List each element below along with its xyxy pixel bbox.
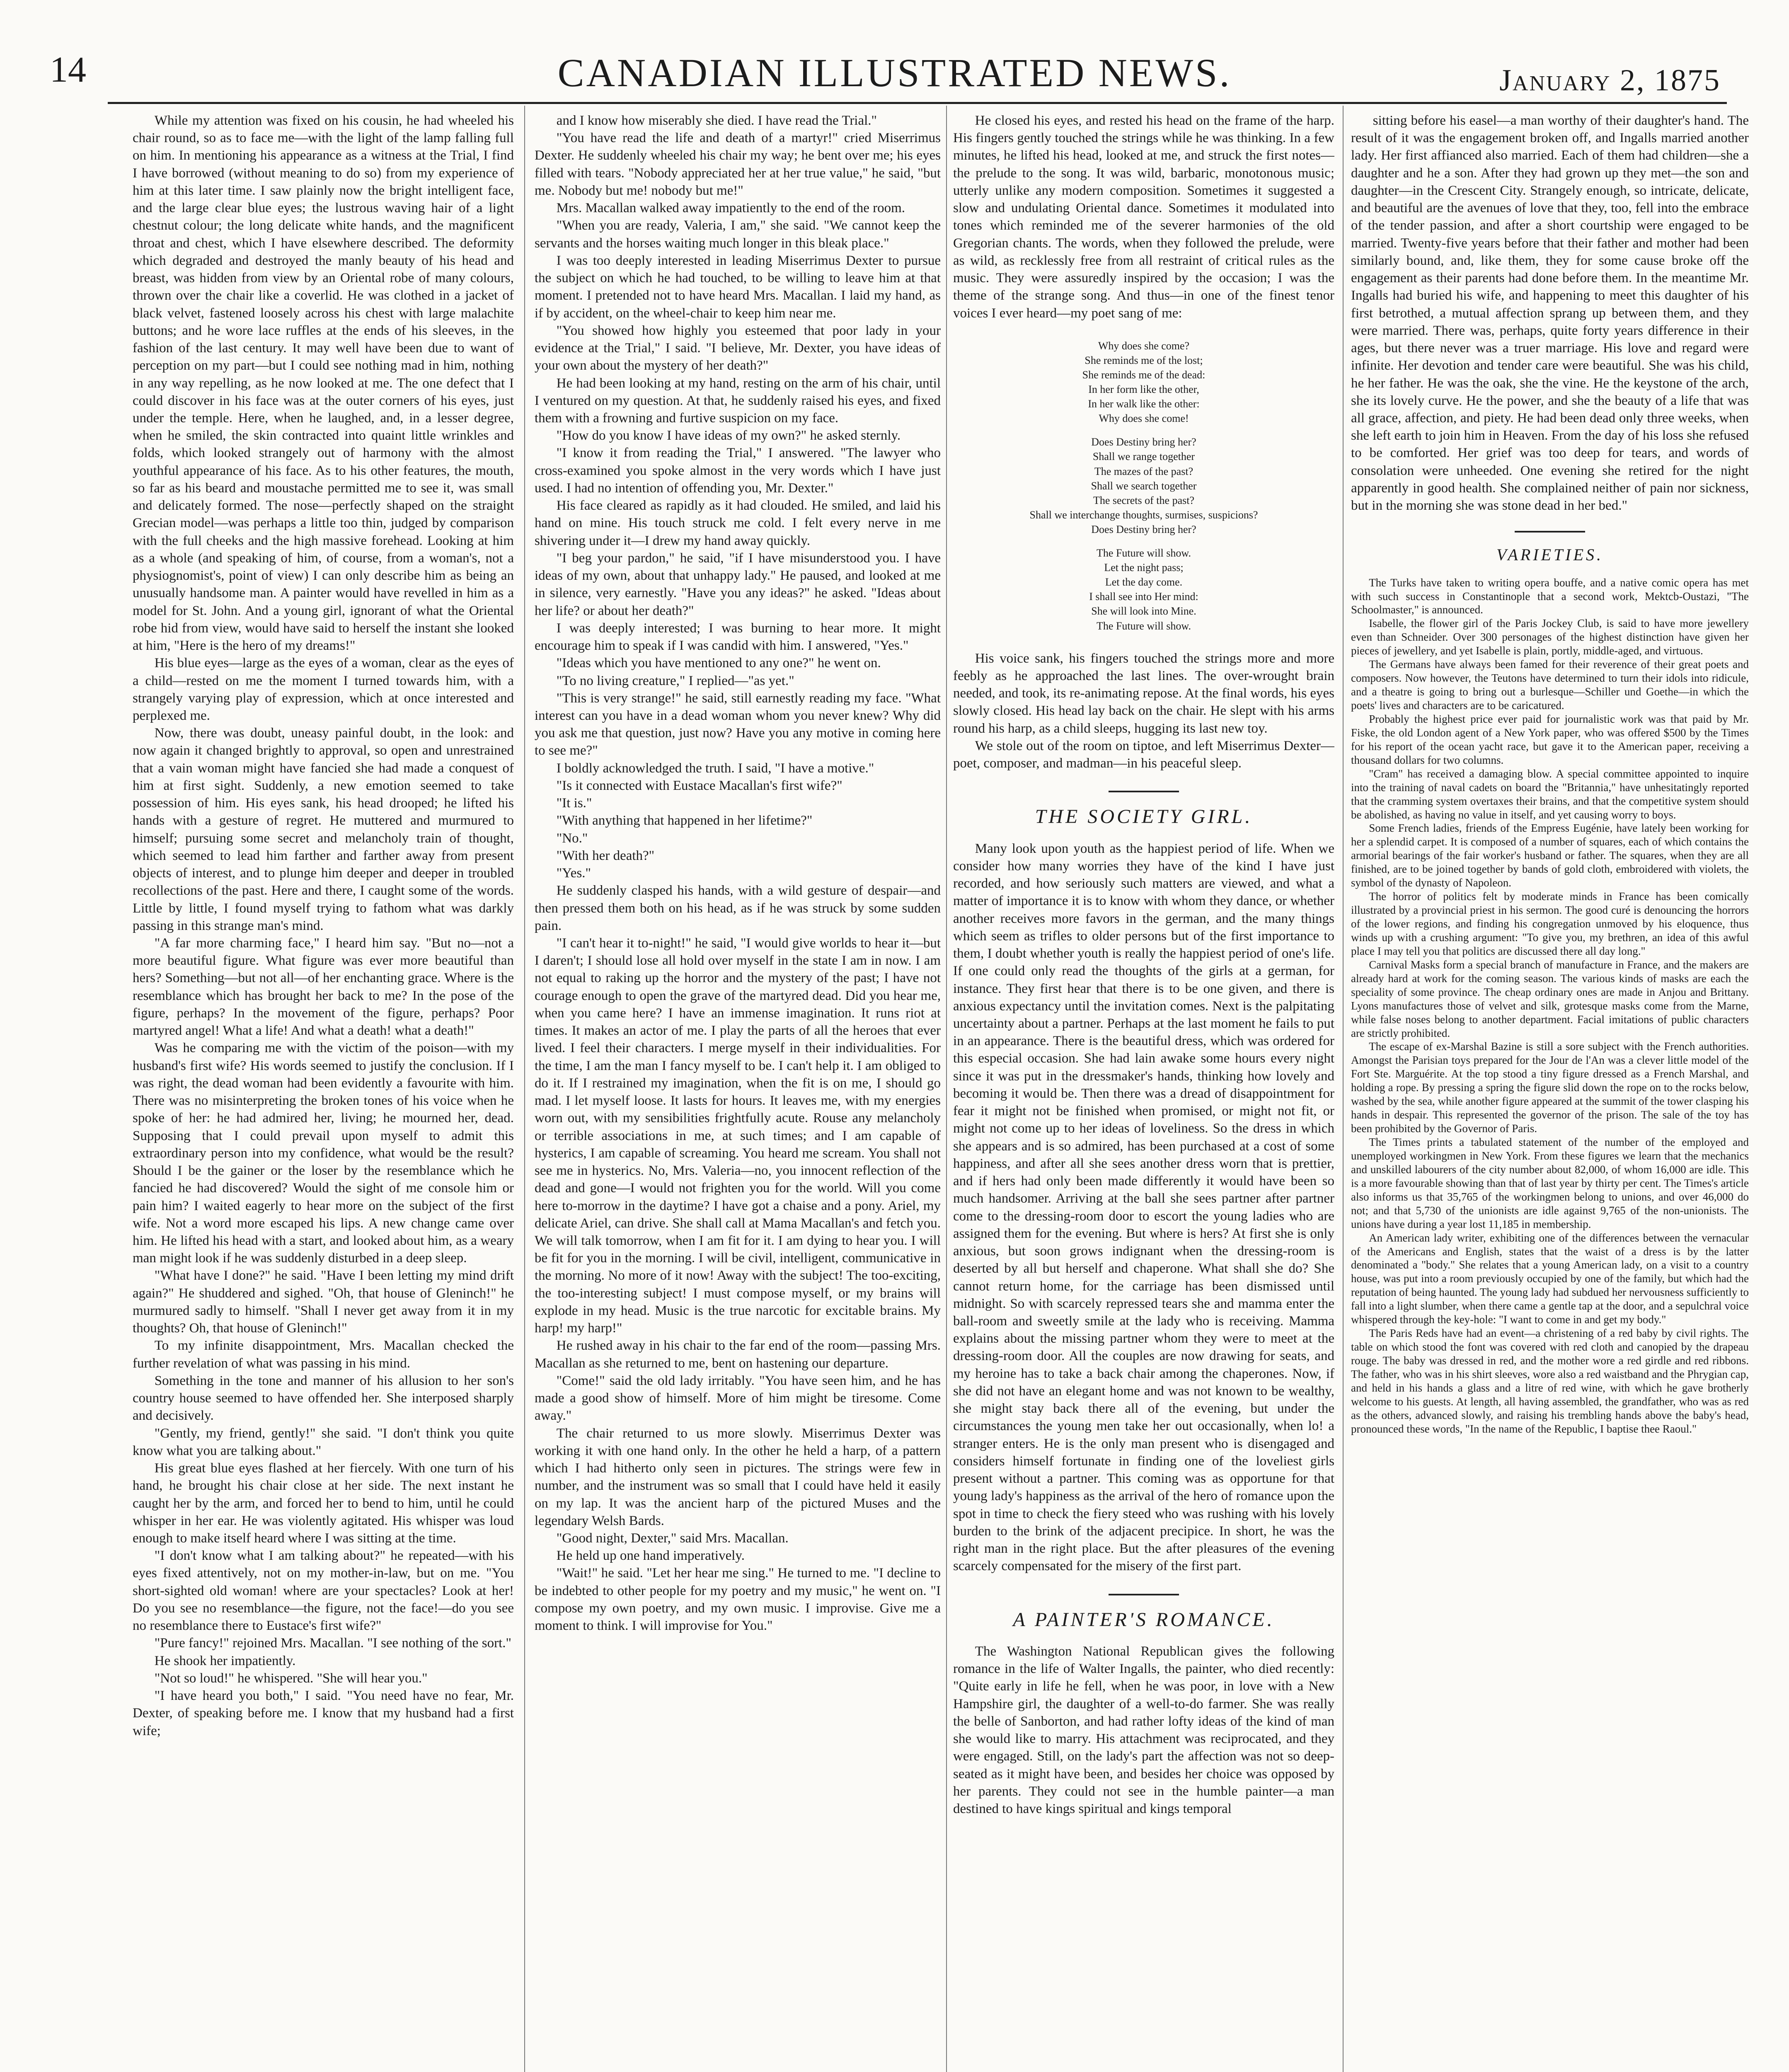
poem-line: I shall see into Her mind: (1089, 591, 1198, 603)
paragraph: He rushed away in his chair to the far end of the room—passing Mrs. Macallan as she returned to me, bent on hastening our departure. (535, 1338, 941, 1371)
varieties-items (1351, 576, 1749, 1436)
poem-line: In her form like the other, (1088, 383, 1199, 396)
poem-line: The mazes of the past? (1094, 465, 1193, 477)
paragraph: I boldly acknowledged the truth. I said, "I have a motive." (556, 760, 874, 776)
paragraph: I was deeply interested; I was burning to hear more. It might encourage him to speak if I was candid with him. I answered, "Yes." (535, 620, 941, 654)
paragraph: "It is." (556, 796, 592, 811)
paragraph: "When you are ready, Valeria, I am," she said. "We cannot keep the servants and the horses waiting much longer in this bleak place." (535, 218, 941, 251)
paragraph: "I know it from reading the Trial," I answered. "The lawyer who cross-examined you spoke almost in the very words which I have just used. I had no intention of offending you, Mr. Dexter." (535, 445, 941, 496)
paragraph: "How do you know I have ideas of my own?" he asked sternly. (556, 428, 901, 443)
paragraph: Now, there was doubt, uneasy painful doubt, in the look: and now again it changed brightly to approval, so open and unrestrained that a vain woman might have fancied she had made a conquest of him at first sight. Suddenly, a new emotion seemed to take possession of him. His eyes sank, his head drooped; he lifted his hands with a gesture of regret. He muttered and murmured to himself; pursuing some secret and melancholy train of thought, which seemed to lead him farther and farther away from present objects of interest, and to plunge him deeper and deeper in troubled recollections of the past. Here and there, I caught some of the words. Little by little, I found myself trying to fathom what was darkly passing in this strange man's mind. (133, 726, 514, 933)
paragraph: Isabelle, the flower girl of the Paris Jockey Club, is said to have more jewellery even than Schneider. Over 300 personages of the highest distinction have given her pieces of jewellery, and yet Isabelle is plain, portly, middle-aged, and virtuous. (1351, 617, 1749, 657)
paragraph: "Pure fancy!" rejoined Mrs. Macallan. "I see nothing of the sort." (154, 1636, 512, 1651)
paragraph: "No." (556, 830, 588, 846)
paragraph: The Washington National Republican gives the following romance in the life of Walter Ingalls, the painter, who died recently: "Quite early in life he fell, when he was poor, in love with a New Hampshire girl, the daughter of a well-to-do farmer. She was really the belle of Sanborton, and had rather lofty ideas of the kind of man she would like to marry. His attachment was reciprocated, and they were engaged. Still, on the lady's part the affection was not so deep-seated as it might have been, and besides her choice was opposed by her parents. They could not see in the humble painter—a man destined to have kings spiritual and kings temporal (953, 1644, 1334, 1817)
paragraph: To my infinite disappointment, Mrs. Macallan checked the further revelation of what was passing in his mind. (133, 1338, 514, 1371)
paragraph: "Gently, my friend, gently!" she said. "I don't think you quite know what you are talking about." (133, 1426, 514, 1458)
paragraph: "You showed how highly you esteemed that poor lady in your evidence at the Trial," I said. "I believe, Mr. Dexter, you have ideas of your own about the mystery of her death?" (535, 323, 941, 373)
paragraph: sitting before his easel—a man worthy of their daughter's hand. The result of it was the engagement broken off, and Ingalls married another lady. Her first affianced also married. Each of them had children—she a daughter and he a son. After they had grown up they met—the son and daughter—in the Crescent City. Strangely enough, so intricate, delicate, and beautiful are the avenues of love that they, too, fell into the embrace of the tender passion, and after a short courtship were engaged to be married. Twenty-five years before that their father and mother had been similarly bound, and, like them, they for some cause broke off the engagement as their parents had done before them. In the meantime Mr. Ingalls had buried his wife, and happening to meet this daughter of his first betrothed, a mutual affection sprang up between them, and they were married. There was, perhaps, quite forty years difference in their ages, but there never was a truer marriage. His love and regard were infinite. Her devotion and tender care were beautiful. She was his child, he her father. He was the oak, she the vine. He the keystone of the arch, she its lovely curve. He the power, and she the beauty of a life that was all grace, affection, and piety. He had been dead only three weeks, when she left earth to join him in Heaven. From the day of his loss she refused to be comforted. Her grief was too deep for tears, and words of consolation were unheeded. One evening she retired for the night apparently in good health. She complained neither of pain nor sickness, but in the morning she was stone dead in her bed." (1351, 113, 1749, 513)
paragraph: The Times prints a tabulated statement of the number of the employed and unemployed workingmen in New York. From these figures we learn that the mechanics and unskilled labourers of the city number about 82,000, of whom 16,000 are idle. This is a more favourable showing than that of last year by thirty per cent. The Times's article also informs us that 35,765 of the workingmen belong to unions, and over 46,000 do not; and that 5,730 of the unionists are idle against 9,765 of the non-unionists. The unions have during a year lost 11,185 in membership. (1351, 1136, 1749, 1230)
poem-line: She reminds me of the lost; (1085, 354, 1203, 366)
paragraph: "Good night, Dexter," said Mrs. Macallan. (556, 1530, 789, 1546)
poem-line: The secrets of the past? (1093, 494, 1194, 506)
song-poem (953, 339, 1334, 633)
poem-line: She will look into Mine. (1091, 605, 1196, 617)
paragraph: Was he comparing me with the victim of the poison—with my husband's first wife? His words seemed to justify the conclusion. If I was right, the dead woman had been evidently a favourite with him. There was no misinterpreting the broken tones of his voice when he spoke of her: he had admired her, living; he mourned her, dead. Supposing that I could prevail upon myself to admit this extraordinary person into my confidence, what would be the result? Should I be the gainer or the loser by the resemblance which he fancied he had discovered? Would the sight of me console him or pain him? I waited eagerly to hear more on the subject of the first wife. Not a word more escaped his lips. A new change came over him. He lifted his head with a start, and looked about him, as a weary man might look if he was suddenly disturbed in a deep sleep. (133, 1041, 514, 1266)
paragraph: "To no living creature," I replied—"as yet." (556, 673, 794, 688)
paragraph: His blue eyes—large as the eyes of a woman, clear as the eyes of a child—rested on me the moment I turned towards him, with a strangely varying play of expression, which at once interested and perplexed me. (133, 656, 514, 723)
paragraph: His face cleared as rapidly as it had clouded. He smiled, and laid his hand on mine. His touch struck me cold. I felt every nerve in me shivering under it—I drew my hand away quickly. (535, 498, 941, 548)
poem-line: Shall we search together (1091, 479, 1197, 492)
serial-story-part-2 (535, 112, 941, 1634)
paragraph: "I have heard you both," I said. "You need have no fear, Mr. Dexter, of speaking before me. I know that my husband had a first wife; (133, 1688, 514, 1738)
paragraph: His voice sank, his fingers touched the strings more and more feebly as he approached the last lines. The over-wrought brain needed, and took, its re-animating repose. At the final words, his eyes slowly closed. His head lay back on the chair. He slept with his arms round his harp, as a child sleeps, hugging its last new toy. (953, 651, 1334, 736)
publication-title: CANADIAN ILLUSTRATED NEWS. (557, 51, 1232, 95)
paragraph: The Turks have taken to writing opera bouffe, and a native comic opera has met with such success in Constantinople that a second work, Mektcb-Oustazi, "The Schoolmaster," is announced. (1351, 576, 1749, 616)
paragraph: The chair returned to us more slowly. Miserrimus Dexter was working it with one hand only. In the other he held a harp, of a pattern which I had hitherto only seen in pictures. The strings were few in number, and the instrument was so small that I could have held it easily on my lap. It was the ancient harp of the pictured Muses and the legendary Welsh Bards. (535, 1426, 941, 1528)
poem-line: Let the day come. (1105, 576, 1183, 588)
society-girl-article (953, 840, 1334, 1575)
paragraph: Probably the highest price ever paid for journalistic work was that paid by Mr. Fiske, the old London agent of a New York paper, who was offered $500 by the Times for his report of the ocean yacht race, but gave it to the American paper, receiving a thousand dollars for two columns. (1351, 712, 1749, 766)
paragraph: He shook her impatiently. (154, 1653, 296, 1668)
serial-story-part-3 (953, 112, 1334, 322)
paragraph: "Ideas which you have mentioned to any one?" he went on. (556, 656, 881, 671)
poem-line: Why does she come! (1099, 412, 1189, 425)
paragraph: An American lady writer, exhibiting one of the differences between the vernacular of the Americans and English, states that the waist of a dress is by the latter denominated a "body." She relates that a young American lady, on a visit to a country house, was put into a room previously occupied by one of the family, but which had the reputation of being haunted. The young lady had subdued her nervousness sufficiently to fall into a light slumber, when there came a gentle tap at the door, and a sepulchral voice whispered through the key-hole: "I want to come in and get my body." (1351, 1231, 1749, 1326)
paragraph: "I can't hear it to-night!" he said, "I would give worlds to hear it—but I daren't; I should lose all hold over myself in the state I am in now. I am not equal to raking up the horror and the mystery of the past; I have not courage enough to open the grave of the martyred dead. Did you hear me, when you came here? I have an immense imagination. It runs riot at times. It makes an actor of me. I play the parts of all the heroes that ever lived. I feel their characters. I merge myself in their individualities. For the time, I am the man I fancy myself to be. I can't help it. I am obliged to do it. If I restrained my imagination, when the fit is on me, I should go mad. I let myself loose. It lasts for hours. It leaves me, with my energies worn out, with my sensibilities frightfully acute. Rouse any melancholy or terrible associations in me, at such times; and I am capable of hysterics, I am capable of screaming. You heard me scream. You shall not see me in hysterics. No, Mrs. Valeria—no, you innocent reflection of the dead and gone—I would not frighten you for the world. Will you come here to-morrow in the daytime? I have got a chaise and a pony. Ariel, my delicate Ariel, can drive. She shall call at Mama Macallan's and fetch you. We will talk tomorrow, when I am fit for it. I am dying to hear you. I will be fit for you in the morning. I will be civil, intelligent, communicative in the morning. No more of it now! Away with the subject! The too-exciting, the too-interesting subject! I must compose myself, or my brains will explode in my head. Music is the true narcotic for excitable brains. My harp! my harp!" (535, 936, 941, 1336)
paragraph: While my attention was fixed on his cousin, he had wheeled his chair round, so as to face me—with the light of the lamp falling full on him. In mentioning his appearance as a witness at the Trial, I find I have borrowed (without meaning to do so) from my experience of him at this later time. I saw plainly now the bright intelligent face, and the large clear blue eyes; the lustrous waving hair of a light chestnut colour; the long delicate white hands, and the magnificent throat and chest, which I have elsewhere described. The deformity which degraded and destroyed the manly beauty of his head and breast, was hidden from view by an Oriental robe of many colours, thrown over the chair like a coverlid. He was clothed in a jacket of black velvet, fastened loosely across his chest with large malachite buttons; and he wore lace ruffles at the ends of his sleeves, in the fashion of the last century. It may well have been due to want of perception on my part—but I could see nothing mad in him, nothing in any way repelling, as he now looked at me. The one defect that I could discover in his face was at the outer corners of his eyes, just under the temple. Here, when he laughed, and, in a lesser degree, when he smiled, the skin contracted into quaint little wrinkles and folds, which looked strangely out of harmony with the almost youthful appearance of his face. As to his other features, the mouth, so far as his beard and moustache permitted me to see it, was small and delicately formed. The nose—perfectly shaped on the straight Grecian model—was perhaps a little too thin, judged by comparison with the full cheeks and the high massive forehead. Looking at him as a whole (and speaking of him, of course, from a woman's, not a physiognomist's, point of view) I can only describe him as being an unusually handsome man. A painter would have revelled in him as a model for St. John. And a young girl, ignorant of what the Oriental robe hid from view, would have said to herself the instant she looked at him, "Here is the hero of my dreams!" (133, 113, 514, 654)
poem-stanza (953, 339, 1334, 426)
poem-line: In her walk like the other: (1088, 398, 1200, 410)
poem-line: She reminds me of the dead: (1082, 369, 1206, 381)
serial-story-part-1 (133, 112, 514, 1740)
paragraph: "Come!" said the old lady irritably. "You have seen him, and he has made a good show of himself. More of him might be tiresome. Come away." (535, 1373, 941, 1423)
painters-romance-article (953, 1643, 1334, 1818)
paragraph: and I know how miserably she died. I have read the Trial." (556, 113, 877, 128)
paragraph: "What have I done?" he said. "Have I been letting my mind drift again?" He shuddered and sighed. "Oh, that house of Gleninch!" he murmured sadly to himself. "Shall I never get away from it in my thoughts? Oh, that house of Gleninch!" (133, 1268, 514, 1336)
paragraph: He closed his eyes, and rested his head on the frame of the harp. His fingers gently touched the strings while he was thinking. In a few minutes, he lifted his head, looked at me, and struck the first notes—the prelude to the song. It was wild, barbaric, monotonous music; utterly unlike any modern composition. Sometimes it suggested a slow and undulating Oriental dance. Sometimes it modulated into tones which reminded me of the severer harmonies of the old Gregorian chants. The words, when they followed the prelude, were as wild, as recklessly free from all restraint of critical rules as the music. They were assuredly inspired by the occasion; I was the theme of the strange song. And thus—in one of the finest tenor voices I ever heard—my poet sang of me: (953, 113, 1334, 321)
paragraph: Many look upon youth as the happiest period of life. When we consider how many worries they have of the kind I have just recorded, and how seriously such matters are viewed, and what a matter of importance it is to know with whom they dance, or whether another receives more favors in the german, and the many things which seem as trifles to older persons but of the first importance to them, I doubt whether youth is really the happiest period of one's life. If one could only read the thoughts of the girls at a german, for instance. They first hear that there is to be one given, and there is anxious expectancy until the invitation comes. Next is the palpitating uncertainty about a partner. Perhaps at the last moment he fails to put in an appearance. There is the beautiful dress, which was ordered for this especial occasion. She had lain awake some hours every night since it was put in the dressmaker's hands, thinking how lovely and becoming it would be. Then there was a dread of disappointment for fear it might not be finished when promised, or might not fit, or might not come up to her ideas of loveliness. So the dress in which she appears and is so admired, has been purchased at a cost of some happiness, and after all she sees another dress worn that is prettier, and if hers had only been made differently it would have been so much handsomer. Arriving at the ball she sees partner after partner come to the dressing-room door to escort the young ladies who are assigned them for the evening. But where is hers? At first she is only anxious, but soon grows indignant when the dressing-room is deserted by all but herself and chaperone. What shall she do? She cannot return home, for the carriage has been dismissed until midnight. So with scarcely repressed tears she and mamma enter the ball-room and sweetly smile at the lady who is receiving. Mamma explains about the missing partner whom they were to meet at the dressing-room door. All the couples are now drawing for seats, and my heroine has to take a back chair among the chaperones. Now, if she did not have an elegant home and was not known to be wealthy, she might stay back there all of the evening, but under the circumstances the young men take her out occasionally, when lo! a stranger enters. He is the only man present who is disengaged and considers himself fortunate in finding one of the loveliest girls present without a partner. This coming was as opportune for that young lady's happiness as the arrival of the hero of romance upon the spot in time to check the fiery steed who was rushing with his lovely burden to the brink of the adjacent precipice. In short, he was the right man in the right place. But the after pleasures of the evening scarcely compensated for the misery of the first part. (953, 841, 1334, 1574)
column-2 (535, 112, 941, 2072)
painters-romance-continued (1351, 112, 1749, 514)
paragraph: "You have read the life and death of a martyr!" cried Miserrimus Dexter. He suddenly wheeled his chair my way; he bent over me; his eyes filled with tears. "Nobody appreciated her at her true value," he said, "but me. Nobody but me! nobody but me!" (535, 131, 941, 198)
column-3 (953, 112, 1334, 2072)
paragraph: We stole out of the room on tiptoe, and left Miserrimus Dexter—poet, composer, and madman—in his peaceful sleep. (953, 738, 1334, 771)
poem-line: Shall we interchange thoughts, surmises, suspicions? (1029, 508, 1258, 521)
column-1 (133, 112, 514, 2072)
poem-line: The Future will show. (1097, 620, 1191, 632)
poem-stanza (953, 435, 1334, 537)
paragraph: "A far more charming face," I heard him say. "But no—not a more beautiful figure. What figure was ever more beautiful than hers? Something—but not all—of her enchanting grace. Where is the resemblance which has brought her back to me? In the pose of the figure, perhaps? In the movement of the figure, perhaps? Poor martyred angel! What a life! And what a death! what a death!" (133, 936, 514, 1038)
column-4 (1351, 112, 1749, 2072)
poem-line: Does Destiny bring her? (1091, 523, 1196, 535)
poem-line: Let the night pass; (1104, 562, 1184, 574)
paragraph: "Yes." (556, 866, 591, 881)
poem-line: Shall we range together (1092, 450, 1195, 463)
paragraph: He suddenly clasped his hands, with a wild gesture of despair—and then pressed them both on his head, as if he was struck by some sudden pain. (535, 883, 941, 933)
paragraph: I was too deeply interested in leading Miserrimus Dexter to pursue the subject on which he had touched, to be willing to leave him at that moment. I pretended not to have heard Mrs. Macallan. I laid my hand, as if by accident, on the wheel-chair to keep him near me. (535, 253, 941, 321)
paragraph: "Wait!" he said. "Let her hear me sing." He turned to me. "I decline to be indebted to other people for my poetry and my music," he went on. "I compose my own poetry, and my own music. I improvise. Give me a moment to think. I will improvise for You." (535, 1566, 941, 1634)
paragraph: The escape of ex-Marshal Bazine is still a sore subject with the French authorities. Amongst the Parisian toys prepared for the Jour de l'An was a clever little model of the Fort Ste. Marguérite. At the top stood a tiny figure dressed as a French Marshal, and holding a rope. By pressing a spring the figure slid down the rope on to the rocks below, washed by the sea, while another figure appeared at the summit of the tower clasping his hands in despair. This represented the governor of the prison. The sale of the toy has been prohibited by the Governor of Paris. (1351, 1040, 1749, 1135)
paragraph: He held up one hand imperatively. (556, 1548, 745, 1564)
paragraph: Something in the tone and manner of his allusion to her son's country house seemed to have offended her. She interposed sharply and decisively. (133, 1373, 514, 1423)
paragraph: "With anything that happened in her lifetime?" (556, 813, 813, 828)
issue-date: January 2, 1875 (1499, 63, 1721, 97)
column-divider (524, 106, 525, 2072)
painters-romance-heading: A PAINTER'S ROMANCE. (953, 1594, 1334, 1632)
paragraph: He had been looking at my hand, resting on the arm of his chair, until I ventured on my question. At that, he suddenly raised his eyes, and fixed them with a frowning and furtive suspicion on my face. (535, 375, 941, 426)
paragraph: "I don't know what I am talking about?" he repeated—with his eyes fixed attentively, not on my mother-in-law, but on me. "You short-sighted old woman! where are your spectacles? Look at her! Do you see no resemblance—the figure, not the face!—do you see no resemblance there to Eustace's first wife?" (133, 1548, 514, 1634)
page-number: 14 (50, 50, 86, 90)
paragraph: His great blue eyes flashed at her fiercely. With one turn of his hand, he brought his chair close at her side. The next instant he caught her by the arm, and forced her to bend to him, until he could whisper in her ear. He was violently agitated. His whisper was loud enough to make itself heard where I was sitting at the time. (133, 1461, 514, 1546)
paragraph: "Is it connected with Eustace Macallan's first wife?" (556, 778, 842, 793)
serial-story-ending (953, 650, 1334, 772)
poem-line: Does Destiny bring her? (1091, 436, 1196, 448)
paragraph: Mrs. Macallan walked away impatiently to the end of the room. (556, 201, 905, 216)
poem-line: The Future will show. (1097, 547, 1191, 559)
column-divider (1343, 106, 1344, 2072)
poem-line: Why does she come? (1098, 339, 1190, 352)
paragraph: The Germans have always been famed for their reverence of their great poets and composers. Now however, the Teutons have determined to turn their idols into ridicule, and a theatre is going to bring out a burlesque—Schiller und Goethe—in which the poets' lives and characters are to be caricatured. (1351, 658, 1749, 712)
poem-stanza (953, 546, 1334, 633)
paragraph: "With her death?" (556, 848, 655, 863)
paragraph: The horror of politics felt by moderate minds in France has been comically illustrated by a provincial priest in his sermon. The good curé is denouncing the horrors of the lower regions, and finding his congregation unmoved by his eloquence, thus winds up with a crushing argument: "To give you, my brethren, an idea of this awful place I may tell you that politics are discussed there all day long." (1351, 890, 1749, 957)
paragraph: "I beg your pardon," he said, "if I have misunderstood you. I have ideas of my own, about that unhappy lady." He paused, and looked at me in silence, very earnestly. "Have you any ideas?" he asked. "Ideas about her life? or about her death?" (535, 550, 941, 618)
paragraph: "Cram" has received a damaging blow. A special committee appointed to inquire into the training of naval cadets on board the "Britannia," have unhesitatingly reported that the cramming system overtaxes their brains, and that the competitive system should be abolished, as having no value in itself, and yet causing worry to boys. (1351, 767, 1749, 821)
paragraph: Some French ladies, friends of the Empress Eugénie, have lately been working for her a splendid carpet. It is composed of a number of squares, each of which contains the armorial bearings of the fair worker's husband or father. The squares, when they are all finished, are to be joined together by bands of gold cloth, embroidered with violets, the symbol of the dynasty of Napoleon. (1351, 822, 1749, 889)
paragraph: "This is very strange!" he said, still earnestly reading my face. "What interest can you have in a dead woman whom you never knew? Why did you ask me that question, just now? Have you any motive in coming here to see me?" (535, 690, 941, 758)
society-girl-heading: THE SOCIETY GIRL. (953, 791, 1334, 829)
varieties-heading: VARIETIES. (1351, 531, 1749, 565)
paragraph: The Paris Reds have had an event—a christening of a red baby by civil rights. The table on which stood the font was covered with red cloth and canopied by the drapeau rouge. The baby was dressed in red, and the mother wore a red girdle and red ribbons. The father, who was in his shirt sleeves, wore also a red waistband and the Phrygian cap, and held in his hands a glass and a litre of red wine, with which he gave brotherly welcome to his guests. At length, all having assembled, the grandfather, who was as red as the others, advanced slowly, and raising his trembling hands above the baby's head, pronounced these words, "In the name of the Republic, I baptise thee Raoul." (1351, 1327, 1749, 1435)
paragraph: Carnival Masks form a special branch of manufacture in France, and the makers are already hard at work for the coming season. The various kinds of masks are each the speciality of some province. The cheap ordinary ones are made in Anjou and Brittany. Lyons manufactures those of velvet and silk, grotesque masks come from the Marne, while false noses belong to another department. Facial imitations of public characters are strictly prohibited. (1351, 958, 1749, 1039)
paragraph: "Not so loud!" he whispered. "She will hear you." (154, 1670, 428, 1686)
header-rule (108, 102, 1727, 104)
column-divider (946, 106, 947, 2072)
